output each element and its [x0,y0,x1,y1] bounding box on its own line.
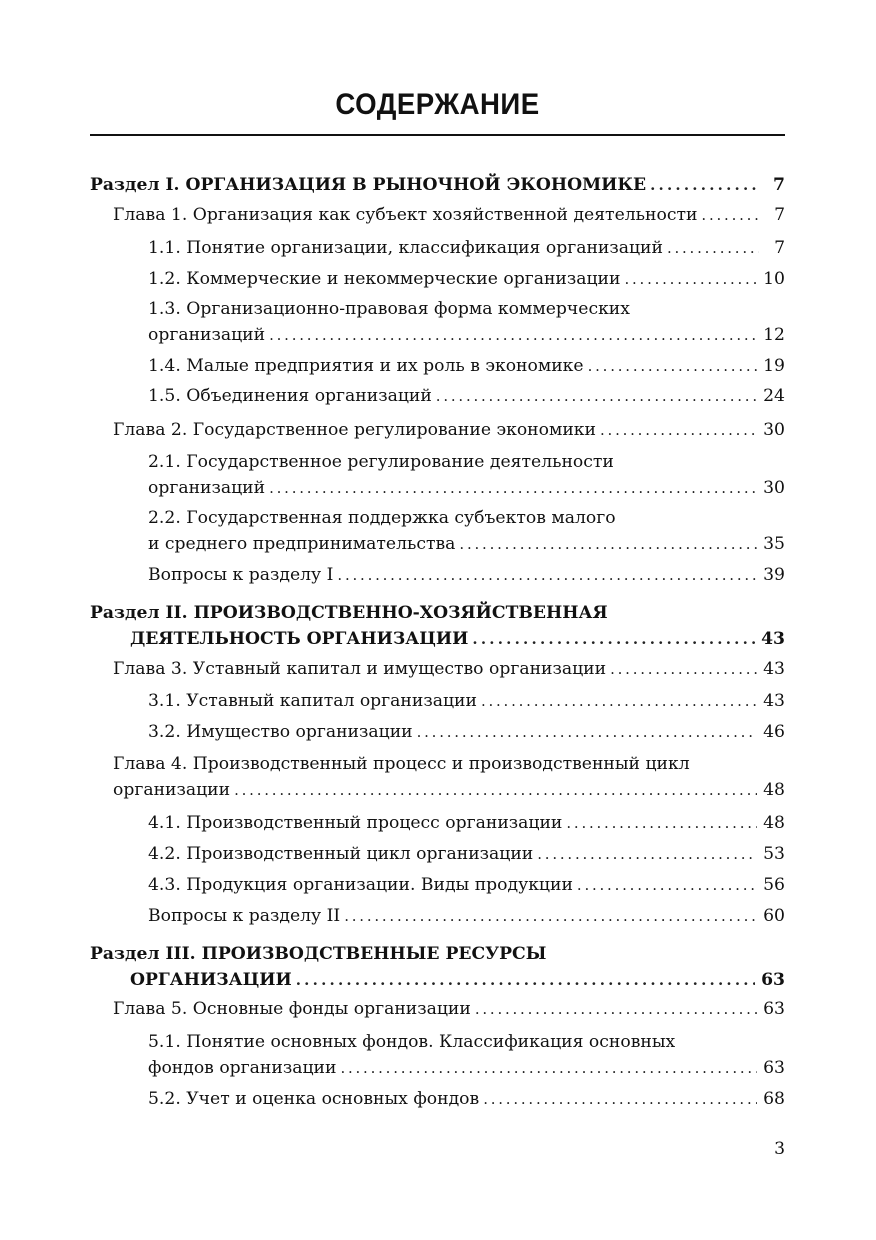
toc-item-1-2[interactable] [148,269,785,289]
toc-entry-text: 1.5. Объединения организаций [148,386,432,406]
toc-item-5-1[interactable] [148,1058,785,1078]
toc-entry-text: Глава 5. Основные фонды организации [113,999,471,1019]
toc-page-number: 24 [763,386,785,406]
toc-entry-text: Вопросы к разделу I [148,565,334,585]
leader-dots [269,325,757,345]
toc-page-number: 35 [763,534,785,554]
toc-entry-text: 5.2. Учет и оценка основных фондов [148,1089,480,1109]
toc-section-2[interactable] [130,629,785,649]
toc-page-number: 48 [763,780,785,800]
toc-entry-text: Глава 1. Организация как субъект хозяйственной деятельности [113,205,698,225]
toc-questions-2[interactable] [148,906,785,926]
toc-entry-text: и среднего предпринимательства [148,534,456,554]
toc-item-5-2[interactable] [148,1089,785,1109]
toc-page-number: 7 [774,205,785,225]
toc-entry-text: 4.1. Производственный процесс организации [148,813,563,833]
toc-section-3[interactable] [130,970,785,990]
leader-dots [269,478,757,498]
toc-item-1-1[interactable] [148,238,785,258]
leader-dots [344,906,757,926]
toc-item-4-1[interactable] [148,813,785,833]
leader-dots [566,813,757,833]
title-rule [90,134,785,136]
leader-dots [650,175,759,195]
toc-entry-text: фондов организации [148,1058,337,1078]
page-title: СОДЕРЖАНИЕ [335,88,540,121]
toc-item-1-5[interactable] [148,386,785,406]
toc-chapter-4-line1: Глава 4. Производственный процесс и производственный цикл [113,754,690,774]
leader-dots [610,659,757,679]
toc-entry-text: ОРГАНИЗАЦИИ [130,970,292,990]
leader-dots [472,629,755,649]
toc-entry-text: организаций [148,325,266,345]
leader-dots [234,780,757,800]
toc-page-number: 60 [763,906,785,926]
toc-page-number: 19 [763,356,785,376]
toc-entry-text: Вопросы к разделу II [148,906,341,926]
toc-entry-text: 1.4. Малые предприятия и их роль в экономике [148,356,584,376]
toc-entry-text: Глава 2. Государственное регулирование экономики [113,420,596,440]
toc-entry-text: организаций [148,478,266,498]
toc-page-number: 10 [763,269,785,289]
toc-chapter-2[interactable] [113,420,785,440]
toc-page-number: 7 [773,175,785,195]
leader-dots [537,844,757,864]
toc-item-1-3[interactable] [148,325,785,345]
leader-dots [337,565,757,585]
toc-page-number: 43 [763,691,785,711]
toc-item-3-2[interactable] [148,722,785,742]
leader-dots [577,875,757,895]
leader-dots [588,356,758,376]
toc-item-2-1-line1: 2.1. Государственное регулирование деятельности [148,452,614,472]
toc-item-1-3-line1: 1.3. Организационно-правовая форма коммерческих [148,299,630,319]
toc-item-1-4[interactable] [148,356,785,376]
toc-page-number: 12 [763,325,785,345]
toc-entry-text: 1.2. Коммерческие и некоммерческие организации [148,269,621,289]
toc-page-number: 46 [763,722,785,742]
leader-dots [475,999,757,1019]
toc-entry-text: 3.1. Уставный капитал организации [148,691,477,711]
toc-entry-text: 1.1. Понятие организации, классификация организаций [148,238,663,258]
toc-page-number: 63 [763,999,785,1019]
toc-entry-text: ДЕЯТЕЛЬНОСТЬ ОРГАНИЗАЦИИ [130,629,469,649]
toc-chapter-1[interactable] [113,205,785,225]
leader-dots [600,420,757,440]
toc-item-2-1[interactable] [148,478,785,498]
toc-item-4-3[interactable] [148,875,785,895]
toc-entry-text: Глава 3. Уставный капитал и имущество организации [113,659,607,679]
toc-chapter-3[interactable] [113,659,785,679]
leader-dots [481,691,757,711]
toc-item-3-1[interactable] [148,691,785,711]
leader-dots [436,386,757,406]
toc-entry-text: 4.3. Продукция организации. Виды продукции [148,875,573,895]
leader-dots [459,534,757,554]
leader-dots [340,1058,757,1078]
toc-section-1[interactable] [90,175,785,195]
toc-item-2-2-line1: 2.2. Государственная поддержка субъектов малого [148,508,616,528]
toc-entry-text: организации [113,780,231,800]
leader-dots [296,970,755,990]
toc-section-3-line1: Раздел III. ПРОИЗВОДСТВЕННЫЕ РЕСУРСЫ [90,944,547,964]
toc-entry-text: 4.2. Производственный цикл организации [148,844,534,864]
toc-page-number: 39 [763,565,785,585]
toc-page-number: 30 [763,478,785,498]
leader-dots [701,205,759,225]
toc-page-number: 43 [761,629,785,649]
toc-page-number: 43 [763,659,785,679]
toc-item-5-1-line1: 5.1. Понятие основных фондов. Классификация основных [148,1032,676,1052]
toc-page-number: 30 [763,420,785,440]
leader-dots [483,1089,757,1109]
leader-dots [417,722,758,742]
toc-entry-text: 3.2. Имущество организации [148,722,413,742]
toc-page-number: 63 [761,970,785,990]
toc-chapter-5[interactable] [113,999,785,1019]
toc-chapter-4[interactable] [113,780,785,800]
toc-item-2-2[interactable] [148,534,785,554]
toc-page-number: 68 [763,1089,785,1109]
toc-entry-text: Раздел I. ОРГАНИЗАЦИЯ В РЫНОЧНОЙ ЭКОНОМИКЕ [90,175,647,195]
toc-page-number: 53 [763,844,785,864]
toc-page-number: 63 [763,1058,785,1078]
leader-dots [667,238,759,258]
toc-section-2-line1: Раздел II. ПРОИЗВОДСТВЕННО-ХОЗЯЙСТВЕННАЯ [90,603,608,623]
toc-page-number: 7 [774,238,785,258]
toc-page-number: 48 [763,813,785,833]
toc-page-number: 56 [763,875,785,895]
toc-questions-1[interactable] [148,565,785,585]
toc-item-4-2[interactable] [148,844,785,864]
page-number: 3 [774,1139,785,1159]
leader-dots [624,269,757,289]
